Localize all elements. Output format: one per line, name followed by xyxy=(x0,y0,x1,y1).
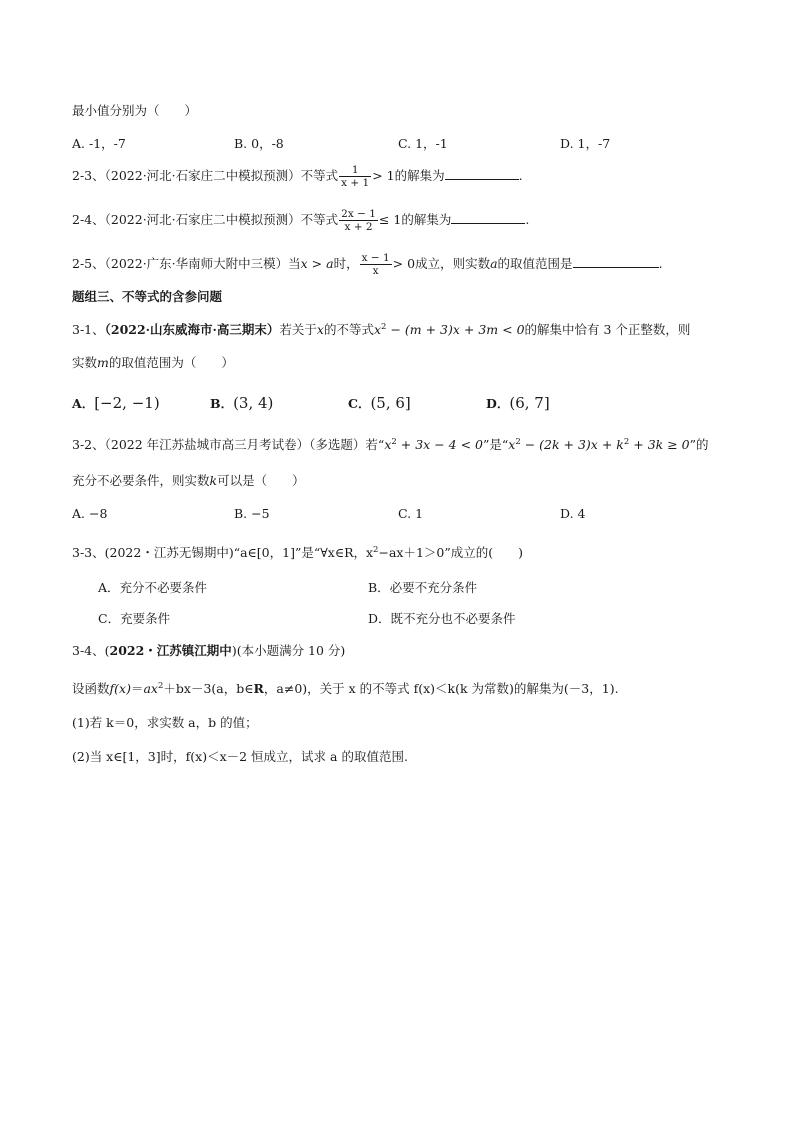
q3-2-question-line2 xyxy=(72,472,305,490)
q3-3-text-b: −ax＋1＞0”成立的( ) xyxy=(378,545,523,560)
q3-1-text3: 的解集中恰有 3 个正整数，则 xyxy=(524,322,691,337)
q3-4-part-1: (1)若 k＝0，求实数 a，b 的值； xyxy=(72,715,258,730)
q2-4-relation: ≤ 1 xyxy=(378,212,402,227)
q3-1-option-d-label: D． xyxy=(486,396,510,411)
q3-2-line2-b: 可以是（ ） xyxy=(217,473,305,488)
q2-3-fraction-numerator: 1 xyxy=(339,164,371,177)
q2-5-suffix: 成立，则实数 xyxy=(415,256,491,271)
q2-3-fraction-denominator: x + 1 xyxy=(341,177,370,189)
q3-2-option-a: A. −8 xyxy=(72,506,108,521)
q3-4-rest: ＋bx－3(a，b∈ xyxy=(163,681,254,696)
q2-3-fraction xyxy=(339,164,371,189)
q3-1-text2: 的不等式 xyxy=(323,322,374,337)
q3-1-source: （2022·山东威海市·高三期末） xyxy=(104,322,280,337)
q2-3-question xyxy=(72,162,523,190)
q3-2-option-c: C. 1 xyxy=(398,506,424,521)
q3-2-question xyxy=(72,434,709,456)
q3-4-header xyxy=(72,642,345,660)
q2-5-end: . xyxy=(658,256,663,271)
q2-5-variable: a xyxy=(490,256,498,271)
q2-2-option-a: A. -1，-7 xyxy=(72,136,126,151)
group-3-title: 题组三、不等式的含参问题 xyxy=(72,289,223,304)
q3-1-option-d-value: (6, 7] xyxy=(509,394,550,412)
q3-3-option-d: D．既不充分也不必要条件 xyxy=(368,611,516,626)
q2-4-fraction-numerator: 2x − 1 xyxy=(341,208,376,220)
q3-2-end: ”的 xyxy=(689,437,709,452)
q3-1-option-a-value: [−2, −1) xyxy=(94,394,160,412)
q3-2-expr2-x: x xyxy=(508,437,516,452)
q3-4-part-2: (2)当 x∈[1，3]时，f(x)＜x－2 恒成立，试求 a 的取值范围. xyxy=(72,749,408,764)
q3-2-expr2-exponent: 2 xyxy=(515,436,521,447)
q3-2-line2-a: 充分不必要条件，则实数 xyxy=(72,473,210,488)
q2-5-condition: x > a xyxy=(300,256,334,271)
q2-5-suffix2: 的取值范围是 xyxy=(497,256,573,271)
q3-1-option-b-label: B． xyxy=(210,396,234,411)
q3-1-inequality-exponent: 2 xyxy=(381,321,387,332)
q3-4-exponent: 2 xyxy=(157,680,164,691)
q3-3-question xyxy=(72,542,523,564)
q3-1-option-c-value: (5, 6] xyxy=(370,394,411,412)
q3-3-text-a: 3-3、(2022・江苏无锡期中)“a∈[0，1]”是“∀x∈R，x xyxy=(72,545,374,560)
q3-4-line1-a: 设函数 xyxy=(72,681,110,696)
q3-2-expr2-mid: − (2k + 3)x + k xyxy=(520,437,624,452)
q2-3-relation: > 1 xyxy=(372,168,395,183)
q2-3-prefix: 2-3、（2022·河北·石家庄二中模拟预测）不等式 xyxy=(72,168,339,183)
q3-2-expr1-rest: + 3x − 4 < 0 xyxy=(396,437,483,452)
q3-4-fx: f(x) xyxy=(109,681,131,696)
q3-1-inequality-rest: − (m + 3)x + 3m < 0 xyxy=(386,322,525,337)
q2-3-answer-blank[interactable] xyxy=(445,167,519,180)
q2-4-question xyxy=(72,206,529,234)
q3-1-question-line2 xyxy=(72,354,234,372)
q2-4-fraction xyxy=(339,208,378,233)
q3-1-line2-a: 实数 xyxy=(72,355,98,370)
q3-1-inequality-x: x xyxy=(373,322,382,337)
q2-5-fraction-denominator: x xyxy=(372,265,379,277)
q3-1-option-b-value: (3, 4) xyxy=(233,394,274,412)
q3-1-option-a xyxy=(72,392,160,415)
q3-3-exponent: 2 xyxy=(373,544,379,555)
q3-4-real-set: R xyxy=(253,681,264,696)
q2-4-answer-blank[interactable] xyxy=(451,211,525,224)
q3-1-text1: 若关于 xyxy=(279,322,317,337)
q3-3-option-c: C．充要条件 xyxy=(98,611,171,626)
q3-4-tail: )(本小题满分 10 分) xyxy=(231,643,346,658)
q3-2-var-k: k xyxy=(209,473,218,488)
q2-2-option-d: D. 1，-7 xyxy=(560,136,611,151)
q3-2-prefix: 3-2、（2022 年江苏盐城市高三月考试卷）（多选题）若“ xyxy=(72,437,385,452)
q2-5-fraction-numerator: x − 1 xyxy=(361,252,390,264)
q3-4-label: 3-4、( xyxy=(72,643,110,658)
q3-1-option-a-label: A． xyxy=(72,396,95,411)
q2-2-stem-tail: 最小值分别为（ ） xyxy=(72,103,198,118)
q3-4-rest2: ，a≠0)，关于 x 的不等式 f(x)＜k(k 为常数)的解集为(－3，1). xyxy=(263,681,619,696)
q3-1-option-b xyxy=(210,392,273,415)
q2-4-end: . xyxy=(525,212,530,227)
q2-2-option-c: C. 1，-1 xyxy=(398,136,448,151)
q3-1-question xyxy=(72,318,690,342)
q2-3-suffix: 的解集为 xyxy=(394,168,445,183)
q3-1-option-d xyxy=(486,392,550,415)
q2-4-suffix: 的解集为 xyxy=(401,212,452,227)
q3-2-expr2-rest: + 3k ≥ 0 xyxy=(629,437,690,452)
q3-4-source: 2022・江苏镇江期中 xyxy=(109,643,232,658)
q2-4-fraction-denominator: x + 2 xyxy=(344,221,373,233)
q2-5-question xyxy=(72,250,663,278)
q3-3-option-a: A．充分不必要条件 xyxy=(98,580,208,595)
q3-2-option-b: B. −5 xyxy=(234,506,270,521)
q3-2-expr2-exponent2: 2 xyxy=(623,436,630,447)
q3-2-mid: ”是“ xyxy=(482,437,509,452)
q2-5-relation: > 0 xyxy=(392,256,416,271)
q3-4-ax: ax xyxy=(143,681,158,696)
q2-5-prefix: 2-5、（2022·广东·华南师大附中三模）当 xyxy=(72,256,301,271)
q2-4-prefix: 2-4、（2022·河北·石家庄二中模拟预测）不等式 xyxy=(72,212,339,227)
q2-5-answer-blank[interactable] xyxy=(573,255,659,268)
q3-2-expr1-exponent: 2 xyxy=(391,436,397,447)
q3-4-eq: ＝ xyxy=(130,681,144,696)
q2-5-fraction xyxy=(360,252,392,277)
q3-2-expr1-x: x xyxy=(384,437,392,452)
q3-1-var-x: x xyxy=(316,322,324,337)
q2-5-mid: 时， xyxy=(333,256,359,271)
q3-1-option-c-label: C． xyxy=(348,396,371,411)
q3-1-option-c xyxy=(348,392,411,415)
q3-4-stem xyxy=(72,678,619,700)
q3-3-option-b: B．必要不充分条件 xyxy=(368,580,478,595)
q3-1-var-m: m xyxy=(97,355,109,370)
q3-2-option-d: D. 4 xyxy=(560,506,586,521)
q3-1-line2-b: 的取值范围为（ ） xyxy=(108,355,234,370)
q3-1-label: 3-1、 xyxy=(72,322,105,337)
q2-3-end: . xyxy=(518,168,523,183)
q2-2-option-b: B. 0，-8 xyxy=(234,136,284,151)
